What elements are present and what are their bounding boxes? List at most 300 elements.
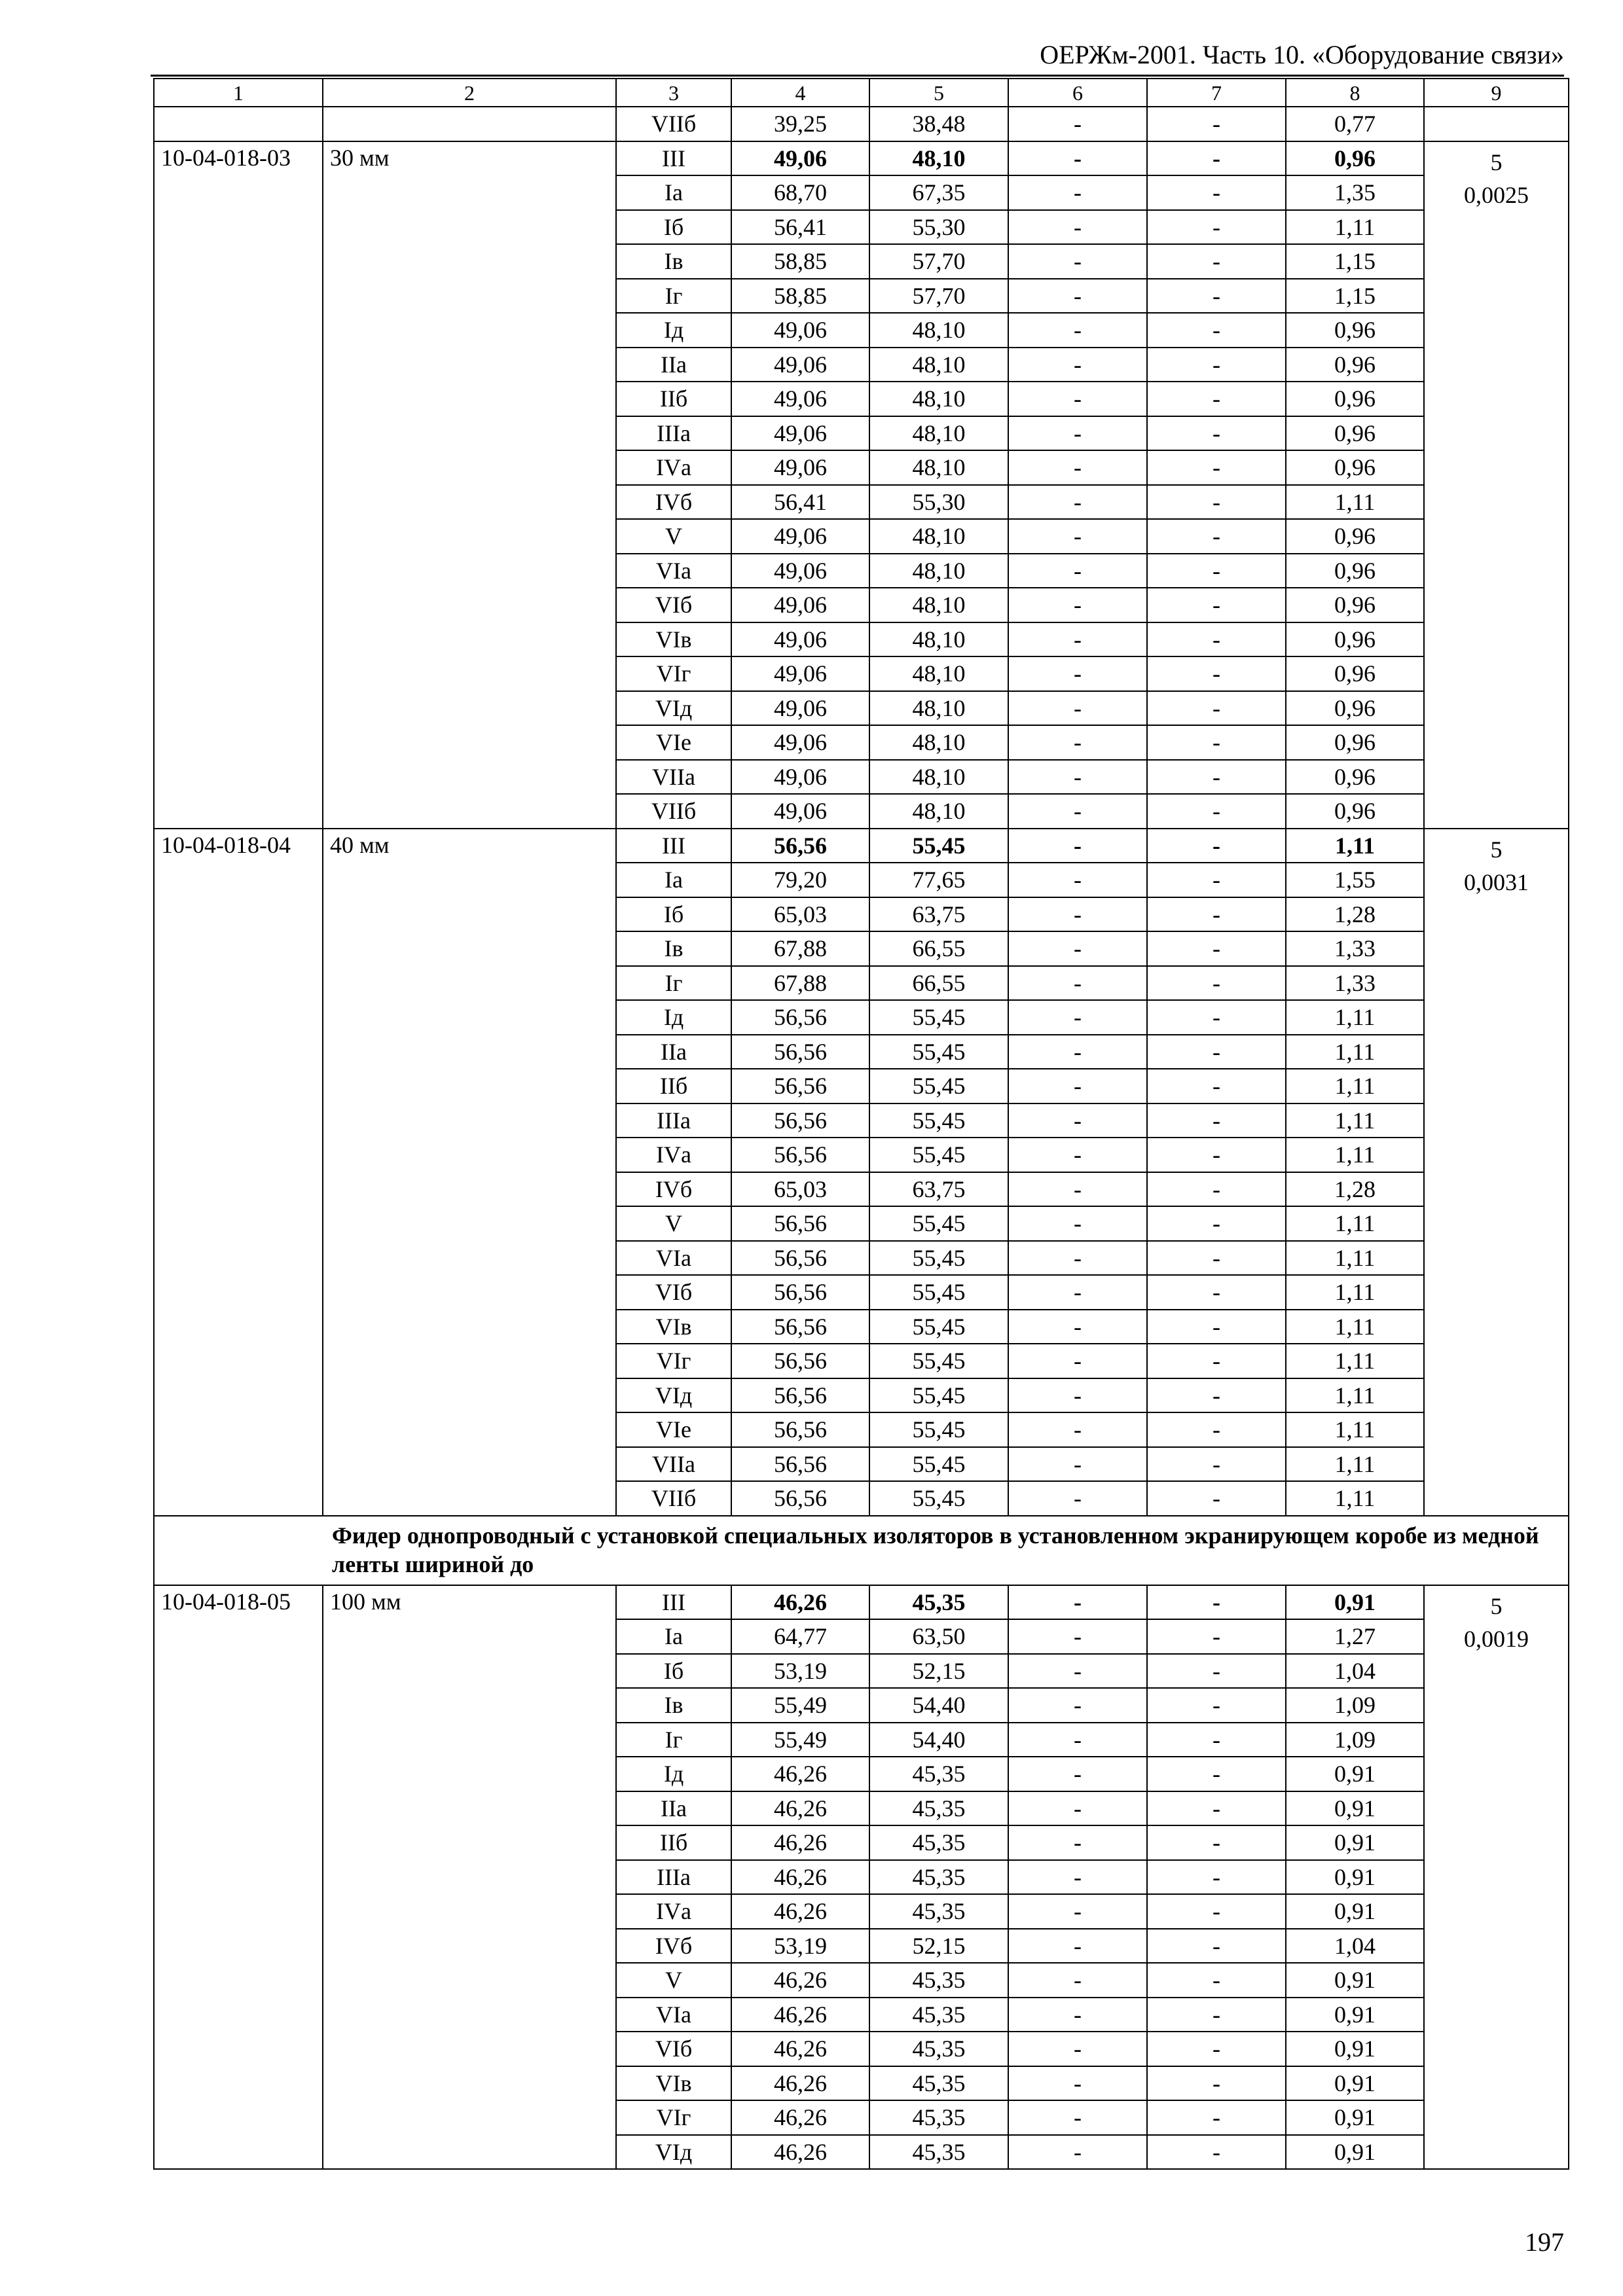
value-cell: 77,65: [869, 863, 1008, 897]
value-cell: -: [1147, 1688, 1286, 1723]
value-cell: Iг: [616, 966, 731, 1001]
value-cell: VIг: [616, 2100, 731, 2135]
value-cell: 66,55: [869, 966, 1008, 1001]
value-cell: IIб: [616, 382, 731, 416]
value-cell: 0,91: [1286, 1585, 1424, 1620]
name-cell-empty: [323, 107, 616, 141]
value-cell: -: [1147, 1654, 1286, 1689]
rate-code-cell: 10-04-018-05: [154, 1585, 323, 2170]
code-cell-empty: [154, 107, 323, 141]
value-cell: 49,06: [731, 382, 869, 416]
value-cell: 0,77: [1286, 107, 1424, 141]
value-cell: 54,40: [869, 1723, 1008, 1757]
value-cell: Iа: [616, 863, 731, 897]
value-cell: 46,26: [731, 1894, 869, 1929]
value-cell: 49,06: [731, 725, 869, 760]
value-cell: IVб: [616, 485, 731, 520]
value-cell: 65,03: [731, 897, 869, 932]
value-cell: Iг: [616, 279, 731, 314]
value-cell: 48,10: [869, 554, 1008, 588]
value-cell: IIIа: [616, 1860, 731, 1895]
value-cell: -: [1147, 416, 1286, 451]
value-cell: -: [1008, 313, 1147, 348]
value-cell: -: [1147, 244, 1286, 279]
value-cell: 48,10: [869, 588, 1008, 622]
value-cell: 46,26: [731, 2032, 869, 2066]
value-cell: 1,27: [1286, 1619, 1424, 1654]
value-cell: VIд: [616, 691, 731, 726]
value-cell: IIб: [616, 1069, 731, 1103]
value-cell: 56,56: [731, 1206, 869, 1241]
value-cell: -: [1008, 1723, 1147, 1757]
value-cell: -: [1147, 175, 1286, 210]
value-cell: 1,28: [1286, 1172, 1424, 1207]
value-cell: 55,45: [869, 1447, 1008, 1482]
rate-code-cell: 10-04-018-03: [154, 141, 323, 829]
value-cell: -: [1147, 588, 1286, 622]
section-heading: Фидер однопроводный с установкой специальных изоляторов в установленном экранирующем коробе из медной ленты шириной до: [323, 1516, 1569, 1585]
value-cell: -: [1008, 175, 1147, 210]
value-cell: -: [1147, 897, 1286, 932]
value-cell: 39,25: [731, 107, 869, 141]
value-cell: 0,96: [1286, 450, 1424, 485]
value-cell: 54,40: [869, 1688, 1008, 1723]
table-row: [154, 107, 1569, 141]
section-heading-row: [154, 1516, 1569, 1585]
value-cell: -: [1008, 485, 1147, 520]
value-cell: -: [1008, 1447, 1147, 1482]
value-cell: IIа: [616, 1791, 731, 1826]
value-cell: VIIб: [616, 107, 731, 141]
value-cell: Iд: [616, 1757, 731, 1791]
value-cell: VIе: [616, 725, 731, 760]
value-cell: -: [1147, 1860, 1286, 1895]
value-cell: 0,96: [1286, 691, 1424, 726]
value-cell: -: [1008, 1757, 1147, 1791]
rate-code-cell: 10-04-018-04: [154, 829, 323, 1516]
value-cell: VIе: [616, 1412, 731, 1447]
value-cell: 0,91: [1286, 2066, 1424, 2101]
value-cell: 0,96: [1286, 382, 1424, 416]
value-cell: -: [1008, 656, 1147, 691]
value-cell: 0,96: [1286, 416, 1424, 451]
value-cell: -: [1008, 554, 1147, 588]
value-cell: 1,11: [1286, 1035, 1424, 1069]
value-cell: 56,56: [731, 1481, 869, 1516]
value-cell: -: [1008, 244, 1147, 279]
value-cell: 1,04: [1286, 1929, 1424, 1964]
value-cell: 56,56: [731, 829, 869, 863]
col9-cell: [1424, 829, 1569, 1516]
value-cell: 56,56: [731, 1275, 869, 1310]
value-cell: 46,26: [731, 1825, 869, 1860]
value-cell: 68,70: [731, 175, 869, 210]
value-cell: -: [1008, 1929, 1147, 1964]
value-cell: VIв: [616, 2066, 731, 2101]
value-cell: 52,15: [869, 1929, 1008, 1964]
value-cell: -: [1147, 1069, 1286, 1103]
value-cell: 0,96: [1286, 760, 1424, 795]
value-cell: 55,45: [869, 1275, 1008, 1310]
column-number-cell: 4: [731, 79, 869, 107]
value-cell: 0,96: [1286, 656, 1424, 691]
value-cell: 1,11: [1286, 829, 1424, 863]
value-cell: 55,45: [869, 1378, 1008, 1413]
value-cell: VIIб: [616, 794, 731, 829]
value-cell: 55,45: [869, 1412, 1008, 1447]
value-cell: -: [1147, 1275, 1286, 1310]
value-cell: 63,75: [869, 897, 1008, 932]
value-cell: 45,35: [869, 2135, 1008, 2170]
value-cell: VIв: [616, 1310, 731, 1344]
value-cell: Iв: [616, 244, 731, 279]
value-cell: 1,09: [1286, 1723, 1424, 1757]
value-cell: 48,10: [869, 760, 1008, 795]
value-cell: 66,55: [869, 931, 1008, 966]
value-cell: Iа: [616, 175, 731, 210]
value-cell: 46,26: [731, 2135, 869, 2170]
value-cell: 1,15: [1286, 244, 1424, 279]
value-cell: -: [1147, 1035, 1286, 1069]
value-cell: 48,10: [869, 691, 1008, 726]
value-cell: -: [1147, 760, 1286, 795]
value-cell: 48,10: [869, 313, 1008, 348]
value-cell: -: [1147, 210, 1286, 245]
value-cell: 67,88: [731, 931, 869, 966]
value-cell: IIIа: [616, 1103, 731, 1138]
header-rule: [151, 75, 1564, 77]
value-cell: 55,45: [869, 1035, 1008, 1069]
rate-name-cell: 100 мм: [323, 1585, 616, 2170]
value-cell: 1,11: [1286, 210, 1424, 245]
value-cell: 1,35: [1286, 175, 1424, 210]
value-cell: -: [1147, 829, 1286, 863]
value-cell: 0,91: [1286, 1963, 1424, 1998]
value-cell: -: [1147, 794, 1286, 829]
value-cell: -: [1147, 1206, 1286, 1241]
value-cell: 0,96: [1286, 622, 1424, 657]
value-cell: -: [1008, 1481, 1147, 1516]
value-cell: -: [1147, 863, 1286, 897]
value-cell: 45,35: [869, 1757, 1008, 1791]
value-cell: -: [1147, 141, 1286, 176]
value-cell: 46,26: [731, 1860, 869, 1895]
value-cell: 49,06: [731, 313, 869, 348]
value-cell: -: [1008, 1963, 1147, 1998]
value-cell: 57,70: [869, 244, 1008, 279]
value-cell: -: [1008, 519, 1147, 554]
value-cell: 1,15: [1286, 279, 1424, 314]
value-cell: 48,10: [869, 622, 1008, 657]
value-cell: 0,91: [1286, 1860, 1424, 1895]
value-cell: -: [1008, 863, 1147, 897]
value-cell: -: [1008, 1378, 1147, 1413]
value-cell: 53,19: [731, 1654, 869, 1689]
col9-value: 5: [1490, 836, 1503, 863]
value-cell: 49,06: [731, 348, 869, 382]
value-cell: 46,26: [731, 1963, 869, 1998]
value-cell: 45,35: [869, 1585, 1008, 1620]
value-cell: 48,10: [869, 519, 1008, 554]
value-cell: Iд: [616, 1000, 731, 1035]
value-cell: 0,91: [1286, 2135, 1424, 2170]
value-cell: 63,50: [869, 1619, 1008, 1654]
value-cell: -: [1008, 382, 1147, 416]
value-cell: VIв: [616, 622, 731, 657]
value-cell: VIг: [616, 1344, 731, 1378]
value-cell: III: [616, 1585, 731, 1620]
value-cell: -: [1147, 1723, 1286, 1757]
column-number-cell: 2: [323, 79, 616, 107]
value-cell: -: [1008, 279, 1147, 314]
value-cell: 45,35: [869, 1825, 1008, 1860]
value-cell: 1,11: [1286, 1412, 1424, 1447]
value-cell: 38,48: [869, 107, 1008, 141]
value-cell: 56,41: [731, 210, 869, 245]
value-cell: Iб: [616, 897, 731, 932]
value-cell: 49,06: [731, 588, 869, 622]
value-cell: VIа: [616, 1998, 731, 2032]
value-cell: -: [1008, 1585, 1147, 1620]
value-cell: -: [1147, 1241, 1286, 1276]
value-cell: -: [1147, 656, 1286, 691]
value-cell: 57,70: [869, 279, 1008, 314]
value-cell: -: [1008, 829, 1147, 863]
value-cell: 79,20: [731, 863, 869, 897]
value-cell: -: [1147, 519, 1286, 554]
value-cell: -: [1147, 1310, 1286, 1344]
value-cell: 56,56: [731, 1447, 869, 1482]
value-cell: 48,10: [869, 450, 1008, 485]
value-cell: -: [1147, 1998, 1286, 2032]
col9-value: 0,0025: [1464, 181, 1529, 208]
value-cell: 1,04: [1286, 1654, 1424, 1689]
value-cell: IVа: [616, 1138, 731, 1172]
value-cell: 1,55: [1286, 863, 1424, 897]
value-cell: -: [1008, 1241, 1147, 1276]
value-cell: 49,06: [731, 554, 869, 588]
rates-table-body: [154, 79, 1569, 2169]
value-cell: V: [616, 1963, 731, 1998]
value-cell: -: [1147, 2135, 1286, 2170]
value-cell: -: [1147, 1757, 1286, 1791]
value-cell: 1,11: [1286, 1344, 1424, 1378]
value-cell: -: [1147, 1963, 1286, 1998]
value-cell: 49,06: [731, 760, 869, 795]
value-cell: -: [1008, 1894, 1147, 1929]
value-cell: 56,56: [731, 1310, 869, 1344]
value-cell: VIа: [616, 554, 731, 588]
value-cell: 55,45: [869, 1103, 1008, 1138]
value-cell: IIа: [616, 348, 731, 382]
value-cell: 1,11: [1286, 1069, 1424, 1103]
value-cell: 45,35: [869, 2100, 1008, 2135]
value-cell: Iв: [616, 931, 731, 966]
value-cell: -: [1008, 1000, 1147, 1035]
value-cell: -: [1008, 725, 1147, 760]
value-cell: IVа: [616, 1894, 731, 1929]
value-cell: 46,26: [731, 1791, 869, 1826]
value-cell: -: [1147, 382, 1286, 416]
value-cell: VIб: [616, 2032, 731, 2066]
value-cell: 55,45: [869, 829, 1008, 863]
value-cell: 0,91: [1286, 1791, 1424, 1826]
value-cell: VIб: [616, 1275, 731, 1310]
value-cell: 0,91: [1286, 2032, 1424, 2066]
value-cell: IVб: [616, 1172, 731, 1207]
value-cell: -: [1147, 2066, 1286, 2101]
value-cell: -: [1147, 1378, 1286, 1413]
value-cell: -: [1147, 279, 1286, 314]
value-cell: 55,45: [869, 1206, 1008, 1241]
value-cell: 0,91: [1286, 1825, 1424, 1860]
value-cell: 49,06: [731, 450, 869, 485]
value-cell: -: [1147, 725, 1286, 760]
value-cell: 49,06: [731, 141, 869, 176]
value-cell: 52,15: [869, 1654, 1008, 1689]
value-cell: -: [1008, 1688, 1147, 1723]
value-cell: 55,30: [869, 485, 1008, 520]
value-cell: 1,11: [1286, 1138, 1424, 1172]
value-cell: 1,11: [1286, 1378, 1424, 1413]
value-cell: VIIб: [616, 1481, 731, 1516]
column-number-cell: 9: [1424, 79, 1569, 107]
value-cell: 0,91: [1286, 1757, 1424, 1791]
value-cell: 45,35: [869, 2066, 1008, 2101]
value-cell: -: [1008, 1172, 1147, 1207]
value-cell: 55,45: [869, 1000, 1008, 1035]
value-cell: 0,96: [1286, 588, 1424, 622]
col9-value: 5: [1490, 149, 1503, 175]
value-cell: Iб: [616, 210, 731, 245]
rates-table: [153, 78, 1569, 2170]
value-cell: 58,85: [731, 244, 869, 279]
value-cell: 55,45: [869, 1138, 1008, 1172]
value-cell: -: [1008, 1103, 1147, 1138]
value-cell: -: [1008, 1344, 1147, 1378]
rate-name-cell: 30 мм: [323, 141, 616, 829]
value-cell: -: [1147, 1103, 1286, 1138]
value-cell: 1,11: [1286, 1103, 1424, 1138]
value-cell: 55,45: [869, 1241, 1008, 1276]
value-cell: 45,35: [869, 1791, 1008, 1826]
value-cell: 1,11: [1286, 1481, 1424, 1516]
value-cell: V: [616, 519, 731, 554]
value-cell: 56,56: [731, 1344, 869, 1378]
col9-cell: [1424, 1585, 1569, 2170]
value-cell: -: [1008, 450, 1147, 485]
value-cell: 1,11: [1286, 1310, 1424, 1344]
value-cell: 45,35: [869, 1894, 1008, 1929]
value-cell: 1,11: [1286, 485, 1424, 520]
value-cell: 56,56: [731, 1412, 869, 1447]
column-number-cell: 5: [869, 79, 1008, 107]
col9-cell-empty: [1424, 107, 1569, 141]
value-cell: 55,30: [869, 210, 1008, 245]
value-cell: 0,96: [1286, 554, 1424, 588]
section-heading-pad: [154, 1516, 323, 1585]
value-cell: -: [1008, 2066, 1147, 2101]
value-cell: 48,10: [869, 656, 1008, 691]
value-cell: -: [1008, 348, 1147, 382]
value-cell: -: [1147, 1825, 1286, 1860]
value-cell: -: [1008, 1998, 1147, 2032]
value-cell: -: [1147, 1412, 1286, 1447]
value-cell: 56,56: [731, 1069, 869, 1103]
value-cell: -: [1147, 691, 1286, 726]
value-cell: III: [616, 829, 731, 863]
value-cell: 1,28: [1286, 897, 1424, 932]
value-cell: -: [1147, 313, 1286, 348]
value-cell: -: [1008, 1035, 1147, 1069]
value-cell: 49,06: [731, 656, 869, 691]
value-cell: -: [1008, 141, 1147, 176]
value-cell: -: [1008, 1206, 1147, 1241]
col9-value: 0,0019: [1464, 1625, 1529, 1652]
value-cell: 45,35: [869, 2032, 1008, 2066]
value-cell: 46,26: [731, 1757, 869, 1791]
value-cell: IVб: [616, 1929, 731, 1964]
value-cell: -: [1147, 1138, 1286, 1172]
value-cell: III: [616, 141, 731, 176]
value-cell: 46,26: [731, 2100, 869, 2135]
value-cell: 0,91: [1286, 1894, 1424, 1929]
value-cell: -: [1008, 2135, 1147, 2170]
value-cell: VIIа: [616, 760, 731, 795]
value-cell: -: [1008, 1138, 1147, 1172]
value-cell: -: [1147, 931, 1286, 966]
value-cell: -: [1008, 2100, 1147, 2135]
value-cell: 58,85: [731, 279, 869, 314]
value-cell: 56,41: [731, 485, 869, 520]
value-cell: -: [1147, 554, 1286, 588]
value-cell: -: [1147, 1172, 1286, 1207]
value-cell: 55,49: [731, 1688, 869, 1723]
value-cell: IVа: [616, 450, 731, 485]
value-cell: VIа: [616, 1241, 731, 1276]
value-cell: 0,96: [1286, 141, 1424, 176]
value-cell: 56,56: [731, 1035, 869, 1069]
value-cell: -: [1008, 1619, 1147, 1654]
value-cell: -: [1147, 348, 1286, 382]
table-row: [154, 1585, 1569, 1620]
value-cell: 55,45: [869, 1344, 1008, 1378]
value-cell: -: [1147, 450, 1286, 485]
value-cell: -: [1008, 1860, 1147, 1895]
value-cell: -: [1008, 416, 1147, 451]
value-cell: 49,06: [731, 416, 869, 451]
value-cell: -: [1147, 966, 1286, 1001]
value-cell: 1,11: [1286, 1000, 1424, 1035]
table-row: [154, 829, 1569, 863]
col9-cell: [1424, 141, 1569, 829]
value-cell: 67,88: [731, 966, 869, 1001]
col9-value: 0,0031: [1464, 869, 1529, 895]
value-cell: V: [616, 1206, 731, 1241]
value-cell: -: [1008, 1412, 1147, 1447]
value-cell: 53,19: [731, 1929, 869, 1964]
column-number-row: [154, 79, 1569, 107]
value-cell: 49,06: [731, 519, 869, 554]
value-cell: -: [1147, 1447, 1286, 1482]
value-cell: Iв: [616, 1688, 731, 1723]
value-cell: VIIа: [616, 1447, 731, 1482]
value-cell: 49,06: [731, 691, 869, 726]
value-cell: -: [1147, 485, 1286, 520]
value-cell: -: [1008, 760, 1147, 795]
value-cell: Iд: [616, 313, 731, 348]
value-cell: 48,10: [869, 725, 1008, 760]
